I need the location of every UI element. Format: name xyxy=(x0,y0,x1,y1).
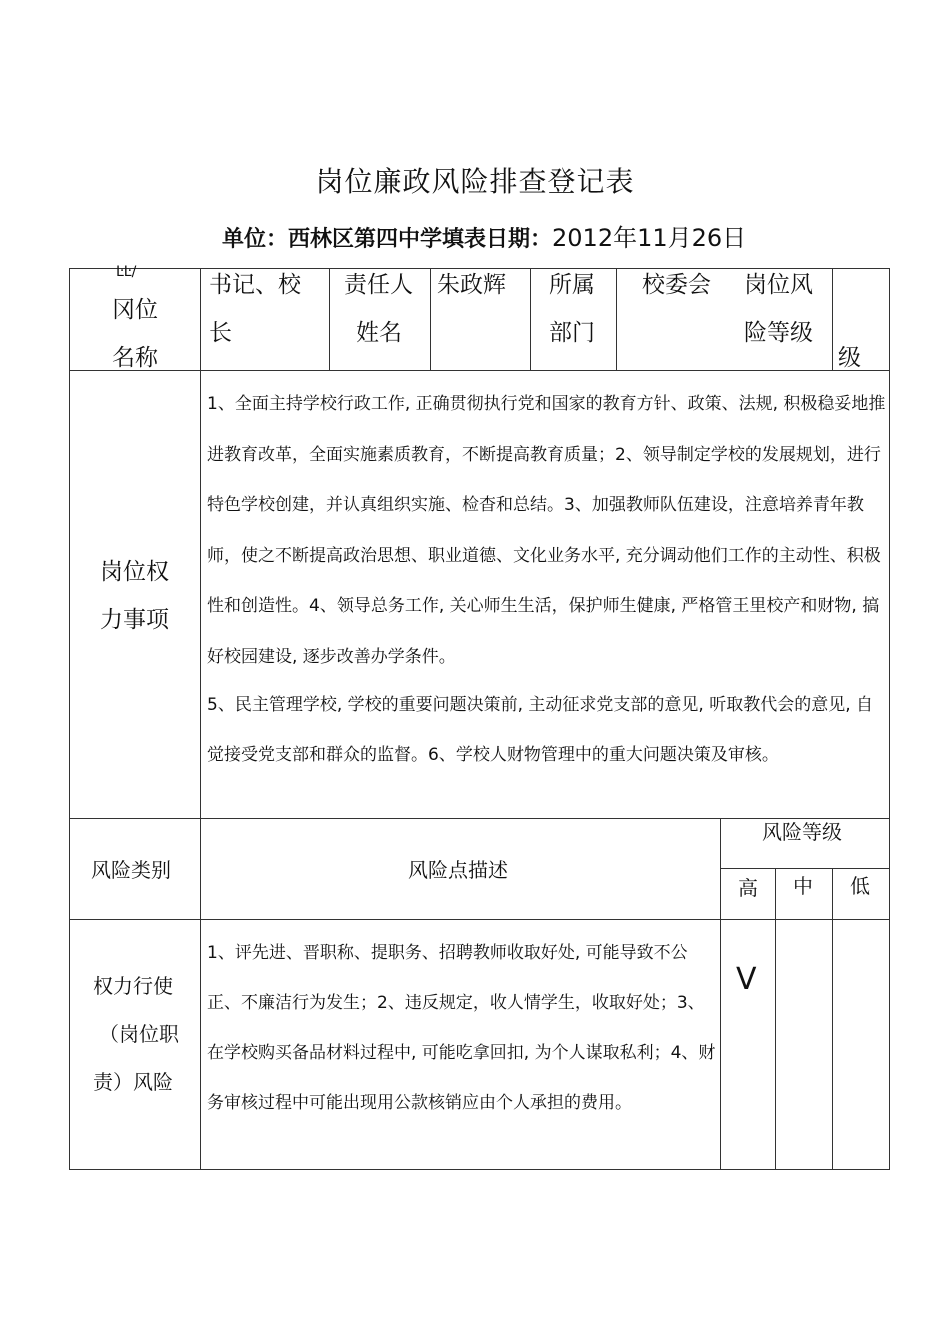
department-label: 部门 xyxy=(549,320,595,346)
table-line xyxy=(775,868,776,1169)
table-line xyxy=(832,268,833,370)
post-powers-label: 岗位权 xyxy=(100,559,169,585)
post-name-label: 名称 xyxy=(112,345,158,371)
responsible-person-label: 姓名 xyxy=(356,320,402,346)
table-line xyxy=(200,268,201,1169)
post-name-value: 书记、校 xyxy=(209,272,301,298)
table-line xyxy=(69,1169,890,1170)
post-name-fragment: ĿĿ/ xyxy=(116,264,137,280)
table-line xyxy=(832,868,833,1169)
table-line xyxy=(69,370,890,371)
table-line xyxy=(889,268,890,1169)
risk-level-high-mark: V xyxy=(736,962,757,997)
department-label: 所属 xyxy=(549,272,595,298)
table-line xyxy=(69,919,890,920)
post-risk-level-label: 岗位风 xyxy=(744,272,813,298)
post-powers-text: 5、民主管理学校, 学校的重要问题决策前, 主动征求党支部的意见, 听取教代会的意见, 自觉接受党支部和群众的监督。6、学校人财物管理中的重大问题决策及审核。 xyxy=(207,695,874,765)
table-line xyxy=(329,268,330,370)
risk-level-header: 风险等级 xyxy=(762,820,842,844)
department-value: 校委会 xyxy=(642,272,711,298)
post-powers-text: 1、全面主持学校行政工作, 正确贯彻执行党和国家的教育方针、政策、法规, 积极稳妥地推进教育改革，全面实施素质教育，不断提高教育质量；2、领导制定学校的发展规划，进行特色学校创建，并认真组织实施、检杳和总结。3、加强教师队伍建设，注意培养青年教师，使之不断提高政治思想、职业道德、文化业务水平, 充分调动他们工作的主动性、积极性和创造性。4、领导总务工作, 关心师生生活，保护师生健康, 严格管王里校产和财物, 搞好校园建设, 逐步改善办学条件。 xyxy=(207,394,886,667)
post-name-label: 冈位 xyxy=(112,297,158,323)
risk-category: 责）风险 xyxy=(93,1070,173,1094)
risk-level-mid-header: 中 xyxy=(793,874,813,898)
risk-category: （岗位职 xyxy=(99,1022,179,1046)
fill-date: 2012年11月26日 xyxy=(552,224,747,252)
table-line xyxy=(69,268,70,1169)
table-line xyxy=(616,268,617,370)
risk-level-high-header: 高 xyxy=(738,876,758,900)
table-line xyxy=(430,268,431,370)
table-line xyxy=(720,818,721,1169)
post-name-value: 长 xyxy=(209,320,232,346)
risk-category-header: 风险类别 xyxy=(91,858,171,882)
responsible-person-value: 朱政辉 xyxy=(437,272,506,298)
risk-description: 1、评先进、晋职称、提职务、招聘教师收取好处, 可能导致不公正、不廉洁行为发生；2、违反规定，收人情学生，收取好处；3、在学校购买备品材料过程中, 可能吃拿回扣, 为个人谋取私利；4、财务审核过程中可能出现用公款核销应由个人承担的费用。 xyxy=(207,943,716,1113)
post-risk-level-value: 级 xyxy=(838,345,861,371)
post-powers-label: 力事项 xyxy=(100,607,169,633)
post-risk-level-label: 险等级 xyxy=(744,320,813,346)
table-line xyxy=(530,268,531,370)
unit-and-date-label: 单位：西林区第四中学填表日期： xyxy=(222,227,553,252)
risk-description-header: 风险点描述 xyxy=(408,858,508,882)
risk-category: 权力行使 xyxy=(93,974,173,998)
document-subtitle xyxy=(222,218,746,253)
risk-level-low-header: 低 xyxy=(850,874,870,898)
document-title: 岗位廉政风险排查登记表 xyxy=(315,165,635,198)
responsible-person-label: 责任人 xyxy=(344,272,413,298)
